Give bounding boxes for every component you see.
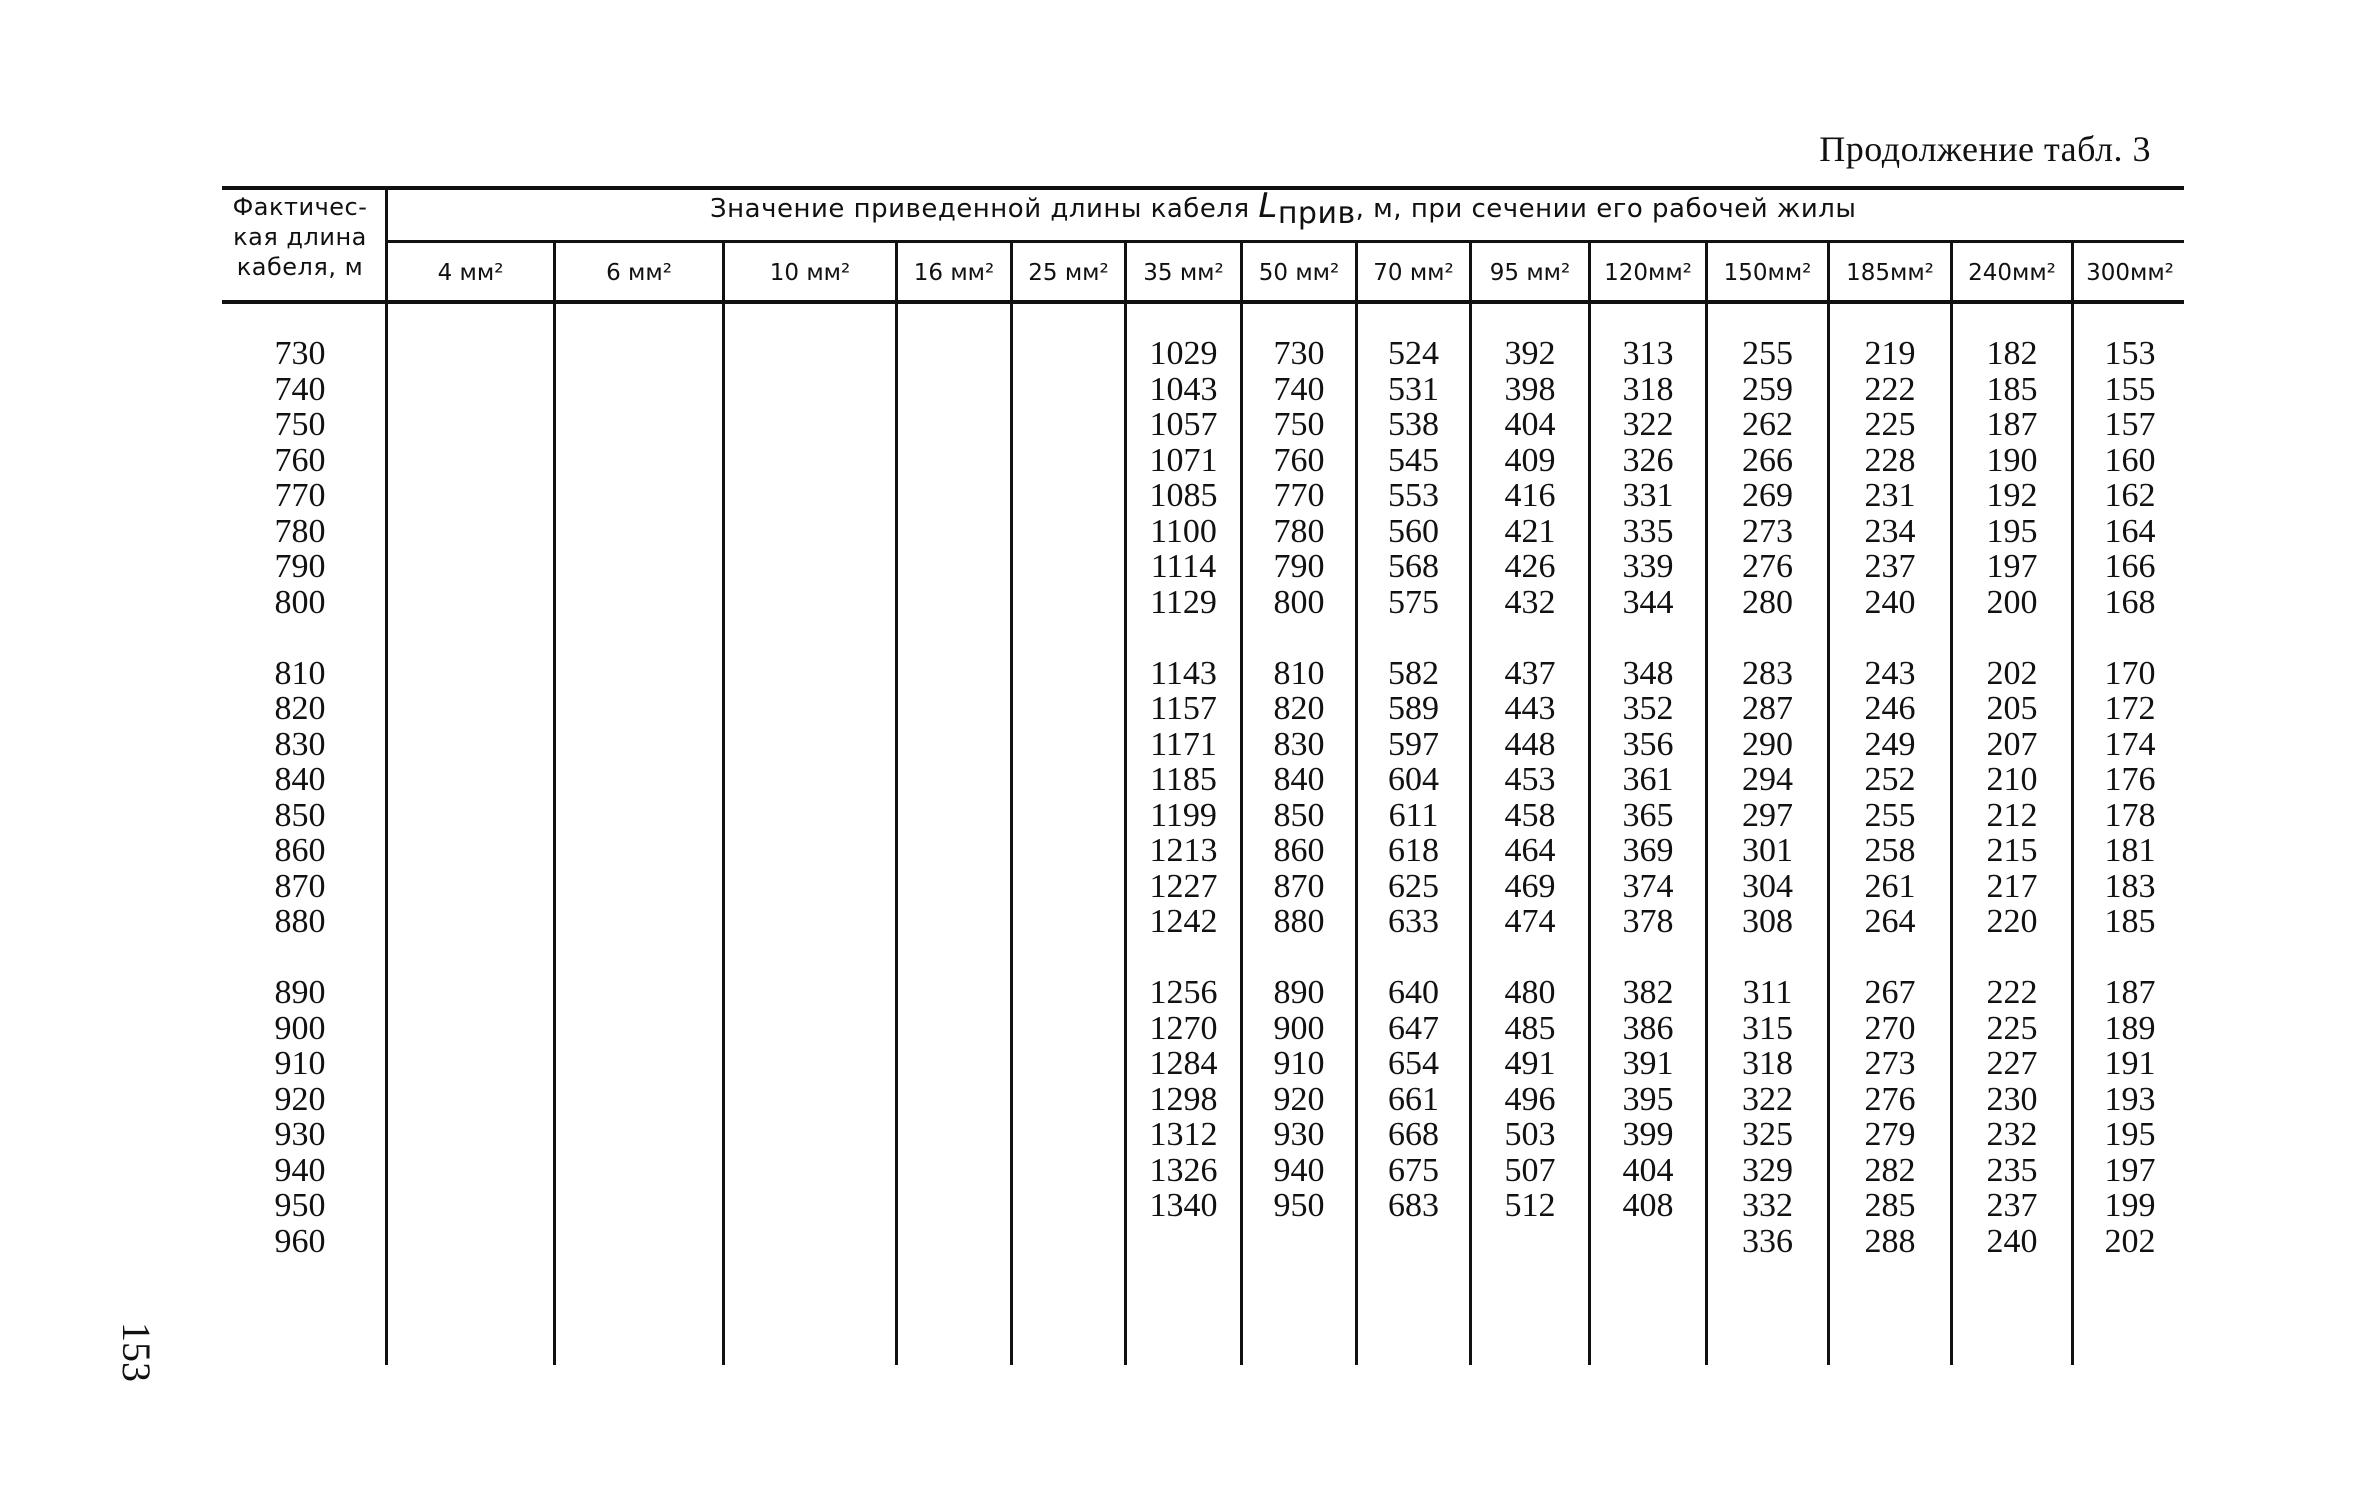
table-cell: 378 [1622,903,1674,940]
table-cell: 195 [1986,512,2038,550]
group-gap [1591,940,1705,976]
table-cell: 392 [1504,335,1556,372]
table-cell: 920 [1273,1080,1325,1118]
table-cell: 900 [274,1009,326,1047]
table-cell: 950 [1273,1187,1325,1224]
table-cell: 940 [274,1151,326,1189]
table-cell: 189 [2104,1009,2156,1047]
table-cell: 507 [1504,1151,1556,1189]
group-gap [1243,940,1355,976]
table-cell: 480 [1504,974,1556,1011]
group-gap [2074,940,2186,976]
group-gap [1591,620,1705,656]
table-cell: 538 [1388,406,1439,443]
group-gap [1358,940,1469,976]
group-gap [1953,620,2071,656]
table-cell: 800 [1273,583,1325,621]
table-cell: 1171 [1150,725,1217,763]
table-cell: 790 [1273,548,1325,585]
table-cell: 326 [1622,441,1674,479]
table-cell: 225 [1864,406,1916,443]
table-cell: 589 [1388,690,1439,727]
table-cell: 426 [1504,548,1556,585]
table-cell: 258 [1864,832,1916,869]
table-cell: 1326 [1149,1151,1218,1189]
table-cell: 880 [274,903,326,940]
group-gap [1708,940,1827,976]
column-50mm [1243,336,1355,1224]
table-cell: 1227 [1149,867,1218,905]
table-cell: 240 [1864,583,1916,621]
table-cell: 675 [1388,1151,1439,1189]
table-cell: 1043 [1149,370,1218,408]
table-cell: 160 [2104,441,2156,479]
table-cell: 850 [1273,796,1325,834]
table-cell: 352 [1622,690,1674,727]
table-cell: 185 [1986,370,2038,408]
table-cell: 485 [1504,1009,1556,1047]
table-cell: 191 [2104,1045,2156,1082]
table-cell: 276 [1742,548,1793,585]
table-cell: 1185 [1150,761,1217,798]
table-cell: 285 [1864,1187,1916,1224]
table-cell: 227 [1986,1045,2038,1082]
column-header-16mm: 16 мм² [913,260,995,286]
table-cell: 524 [1388,335,1439,372]
table-cell: 207 [1986,725,2038,763]
table-cell: 270 [1864,1009,1916,1047]
table-cell: 870 [1273,867,1325,905]
column-divider [722,243,725,1365]
header-sub-rule [387,240,2184,243]
table-cell: 421 [1504,512,1556,550]
table-cell: 890 [1273,974,1325,1011]
table-cell: 800 [274,583,326,621]
table-cell: 860 [1273,832,1325,869]
table-cell: 249 [1864,725,1916,763]
table-cell: 391 [1622,1045,1674,1082]
table-cell: 1284 [1149,1045,1218,1082]
table-cell: 503 [1504,1116,1556,1153]
table-cell: 235 [1986,1151,2038,1189]
column-divider [895,243,898,1365]
column-actual-length [230,336,370,1259]
table-cell: 267 [1864,974,1916,1011]
table-cell: 225 [1986,1009,2038,1047]
table-continuation-label: Продолжение табл. 3 [1819,129,2151,169]
table-cell: 308 [1742,903,1793,940]
table-cell: 261 [1864,867,1916,905]
table-cell: 810 [274,654,326,692]
table-cell: 930 [1273,1116,1325,1153]
table-cell: 820 [274,690,326,727]
column-header-25mm: 25 мм² [1028,260,1109,286]
column-header-4mm: 4 мм² [437,260,504,286]
table-cell: 192 [1986,477,2038,514]
table-cell: 582 [1388,654,1439,692]
column-header-300mm: 300мм² [2086,260,2174,286]
table-cell: 348 [1622,654,1674,692]
column-header-70mm: 70 мм² [1373,260,1454,286]
table-cell: 531 [1388,370,1439,408]
table-cell: 344 [1622,583,1674,621]
table-cell: 172 [2104,690,2156,727]
table-cell: 416 [1504,477,1556,514]
table-cell: 155 [2104,370,2156,408]
table-cell: 1157 [1150,690,1217,727]
group-gap [1830,620,1950,656]
table-cell: 339 [1622,548,1674,585]
table-cell: 369 [1622,832,1674,869]
table-cell: 190 [1986,441,2038,479]
table-cell: 750 [1273,406,1325,443]
column-header-actual-length: Фактичес- кая длина кабеля, м [232,193,368,281]
table-cell: 740 [1273,370,1325,408]
table-cell: 900 [1273,1009,1325,1047]
table-cell: 182 [1986,335,2038,372]
table-cell: 331 [1622,477,1674,514]
group-gap [1953,940,2071,976]
table-cell: 1242 [1149,903,1218,940]
table-cell: 215 [1986,832,2038,869]
table-cell: 361 [1622,761,1674,798]
table-cell: 930 [274,1116,326,1153]
table-cell: 780 [1273,512,1325,550]
table-cell: 560 [1388,512,1439,550]
table-cell: 730 [1273,335,1325,372]
column-header-120mm: 120мм² [1604,260,1692,286]
table-cell: 197 [2104,1151,2156,1189]
table-cell: 469 [1504,867,1556,905]
table-cell: 910 [1273,1045,1325,1082]
column-group-title: Значение приведенной длины кабеля $L_{прив}$, м, при сечении его рабочей жилы [710,186,1857,232]
column-150mm [1708,336,1827,1259]
table-cell: 404 [1622,1151,1674,1189]
group-gap [230,620,370,656]
table-cell: 266 [1742,441,1793,479]
table-cell: 661 [1388,1080,1439,1118]
table-cell: 1114 [1150,548,1217,585]
table-cell: 313 [1622,335,1674,372]
table-cell: 830 [274,725,326,763]
table-cell: 322 [1622,406,1674,443]
table-cell: 1071 [1149,441,1218,479]
table-cell: 210 [1986,761,2038,798]
table-cell: 575 [1388,583,1439,621]
table-cell: 243 [1864,654,1916,692]
table-cell: 633 [1388,903,1439,940]
table-cell: 437 [1504,654,1556,692]
table-cell: 219 [1864,335,1916,372]
group-gap [1472,620,1588,656]
table-cell: 1256 [1149,974,1218,1011]
table-cell: 222 [1986,974,2038,1011]
table-cell: 830 [1273,725,1325,763]
group-gap [1708,620,1827,656]
table-cell: 432 [1504,583,1556,621]
table-cell: 181 [2104,832,2156,869]
table-cell: 568 [1388,548,1439,585]
column-header-6mm: 6 мм² [606,260,672,286]
page-number: 153 [114,1322,159,1382]
column-header-50mm: 50 мм² [1258,260,1340,286]
table-cell: 290 [1742,725,1793,763]
table-cell: 770 [1273,477,1325,514]
group-gap [1127,940,1240,976]
table-cell: 820 [1273,690,1325,727]
table-cell: 770 [274,477,326,514]
table-cell: 386 [1622,1009,1674,1047]
table-cell: 458 [1504,796,1556,834]
table-cell: 496 [1504,1080,1556,1118]
table-cell: 273 [1742,512,1793,550]
table-cell: 176 [2104,761,2156,798]
table-cell: 1298 [1149,1080,1218,1118]
table-cell: 325 [1742,1116,1793,1153]
table-cell: 618 [1388,832,1439,869]
column-divider [385,190,388,1365]
table-cell: 222 [1864,370,1916,408]
table-cell: 1143 [1150,654,1217,692]
table-cell: 199 [2104,1187,2156,1224]
column-header-10mm: 10 мм² [769,260,851,286]
table-cell: 315 [1742,1009,1793,1047]
table-cell: 611 [1388,796,1439,834]
table-cell: 870 [274,867,326,905]
table-cell: 850 [274,796,326,834]
table-cell: 647 [1388,1009,1439,1047]
column-70mm [1358,336,1469,1224]
table-cell: 553 [1388,477,1439,514]
column-120mm [1591,336,1705,1224]
table-cell: 910 [274,1045,326,1082]
column-185mm [1830,336,1950,1259]
table-cell: 474 [1504,903,1556,940]
table-cell: 382 [1622,974,1674,1011]
table-cell: 1213 [1149,832,1218,869]
table-cell: 174 [2104,725,2156,763]
column-header-240mm: 240мм² [1968,260,2056,286]
table-cell: 200 [1986,583,2038,621]
table-cell: 318 [1622,370,1674,408]
table-cell: 1340 [1149,1187,1218,1224]
table-cell: 170 [2104,654,2156,692]
table-cell: 335 [1622,512,1674,550]
group-gap [1127,620,1240,656]
table-cell: 252 [1864,761,1916,798]
table-cell: 1270 [1149,1009,1218,1047]
table-cell: 294 [1742,761,1793,798]
table-cell: 654 [1388,1045,1439,1082]
table-cell: 259 [1742,370,1793,408]
table-cell: 960 [274,1222,326,1260]
table-cell: 780 [274,512,326,550]
table-cell: 228 [1864,441,1916,479]
table-cell: 443 [1504,690,1556,727]
table-cell: 408 [1622,1187,1674,1224]
table-cell: 195 [2104,1116,2156,1153]
table-cell: 269 [1742,477,1793,514]
table-cell: 234 [1864,512,1916,550]
table-cell: 183 [2104,867,2156,905]
table-cell: 604 [1388,761,1439,798]
table-cell: 237 [1864,548,1916,585]
table-cell: 157 [2104,406,2156,443]
table-cell: 162 [2104,477,2156,514]
table-cell: 255 [1864,796,1916,834]
table-cell: 365 [1622,796,1674,834]
table-cell: 810 [1273,654,1325,692]
table-cell: 185 [2104,903,2156,940]
table-cell: 730 [274,335,326,372]
table-cell: 212 [1986,796,2038,834]
table-cell: 920 [274,1080,326,1118]
column-header-35mm: 35 мм² [1143,260,1224,286]
table-cell: 453 [1504,761,1556,798]
table-cell: 1057 [1149,406,1218,443]
table-cell: 282 [1864,1151,1916,1189]
table-cell: 187 [1986,406,2038,443]
table-cell: 512 [1504,1187,1556,1224]
table-cell: 178 [2104,796,2156,834]
table-cell: 880 [1273,903,1325,940]
table-cell: 264 [1864,903,1916,940]
group-gap [1472,940,1588,976]
table-cell: 329 [1742,1151,1793,1189]
table-cell: 301 [1742,832,1793,869]
column-95mm [1472,336,1588,1224]
table-cell: 668 [1388,1116,1439,1153]
table-cell: 288 [1864,1222,1916,1260]
table-cell: 232 [1986,1116,2038,1153]
column-header-185mm: 185мм² [1846,260,1934,286]
table-cell: 240 [1986,1222,2038,1260]
table-cell: 790 [274,548,326,585]
table-cell: 273 [1864,1045,1916,1082]
table-cell: 255 [1742,335,1793,372]
table-cell: 280 [1742,583,1793,621]
table-cell: 230 [1986,1080,2038,1118]
table-cell: 197 [1986,548,2038,585]
table-cell: 220 [1986,903,2038,940]
table-cell: 950 [274,1187,326,1224]
column-35mm [1127,336,1240,1224]
table-cell: 153 [2104,335,2156,372]
table-cell: 1029 [1149,335,1218,372]
column-divider [1010,243,1013,1365]
table-cell: 279 [1864,1116,1916,1153]
table-cell: 890 [274,974,326,1011]
table-cell: 860 [274,832,326,869]
table-cell: 262 [1742,406,1793,443]
table-cell: 318 [1742,1045,1793,1082]
table-cell: 304 [1742,867,1793,905]
group-gap [1358,620,1469,656]
group-gap [1830,940,1950,976]
table-cell: 625 [1388,867,1439,905]
table-cell: 448 [1504,725,1556,763]
group-gap [230,940,370,976]
table-cell: 202 [2104,1222,2156,1260]
header-bottom-rule [222,300,2184,304]
table-cell: 332 [1742,1187,1793,1224]
table-cell: 193 [2104,1080,2156,1118]
table-cell: 760 [274,441,326,479]
table-cell: 205 [1986,690,2038,727]
table-cell: 168 [2104,583,2156,621]
table-cell: 187 [2104,974,2156,1011]
column-divider [553,243,556,1365]
table-cell: 336 [1742,1222,1793,1260]
table-cell: 237 [1986,1187,2038,1224]
table-cell: 464 [1504,832,1556,869]
group-gap [1243,620,1355,656]
table-cell: 395 [1622,1080,1674,1118]
table-cell: 1199 [1150,796,1217,834]
table-cell: 1085 [1149,477,1218,514]
table-cell: 491 [1504,1045,1556,1082]
column-header-150mm: 150мм² [1723,260,1812,286]
group-gap [2074,620,2186,656]
column-header-95mm: 95 мм² [1489,260,1571,286]
table-cell: 217 [1986,867,2038,905]
table-cell: 164 [2104,512,2156,550]
table-cell: 283 [1742,654,1793,692]
table-cell: 760 [1273,441,1325,479]
table-cell: 166 [2104,548,2156,585]
table-cell: 740 [274,370,326,408]
column-240mm [1953,336,2071,1259]
table-cell: 545 [1388,441,1439,479]
table-cell: 356 [1622,725,1674,763]
table-cell: 231 [1864,477,1916,514]
table-cell: 409 [1504,441,1556,479]
table-cell: 404 [1504,406,1556,443]
table-cell: 1129 [1150,583,1217,621]
table-cell: 297 [1742,796,1793,834]
table-cell: 322 [1742,1080,1793,1118]
table-cell: 840 [1273,761,1325,798]
table-cell: 246 [1864,690,1916,727]
table-cell: 202 [1986,654,2038,692]
table-cell: 287 [1742,690,1793,727]
table-cell: 399 [1622,1116,1674,1153]
table-cell: 750 [274,406,326,443]
table-cell: 940 [1273,1151,1325,1189]
table-cell: 374 [1622,867,1674,905]
table-cell: 840 [274,761,326,798]
table-cell: 398 [1504,370,1556,408]
table-cell: 640 [1388,974,1439,1011]
table-cell: 1312 [1149,1116,1218,1153]
column-300mm [2074,336,2186,1259]
table-cell: 597 [1388,725,1439,763]
table-cell: 276 [1864,1080,1916,1118]
table-cell: 1100 [1150,512,1217,550]
table-cell: 311 [1742,974,1793,1011]
table-cell: 683 [1388,1187,1439,1224]
